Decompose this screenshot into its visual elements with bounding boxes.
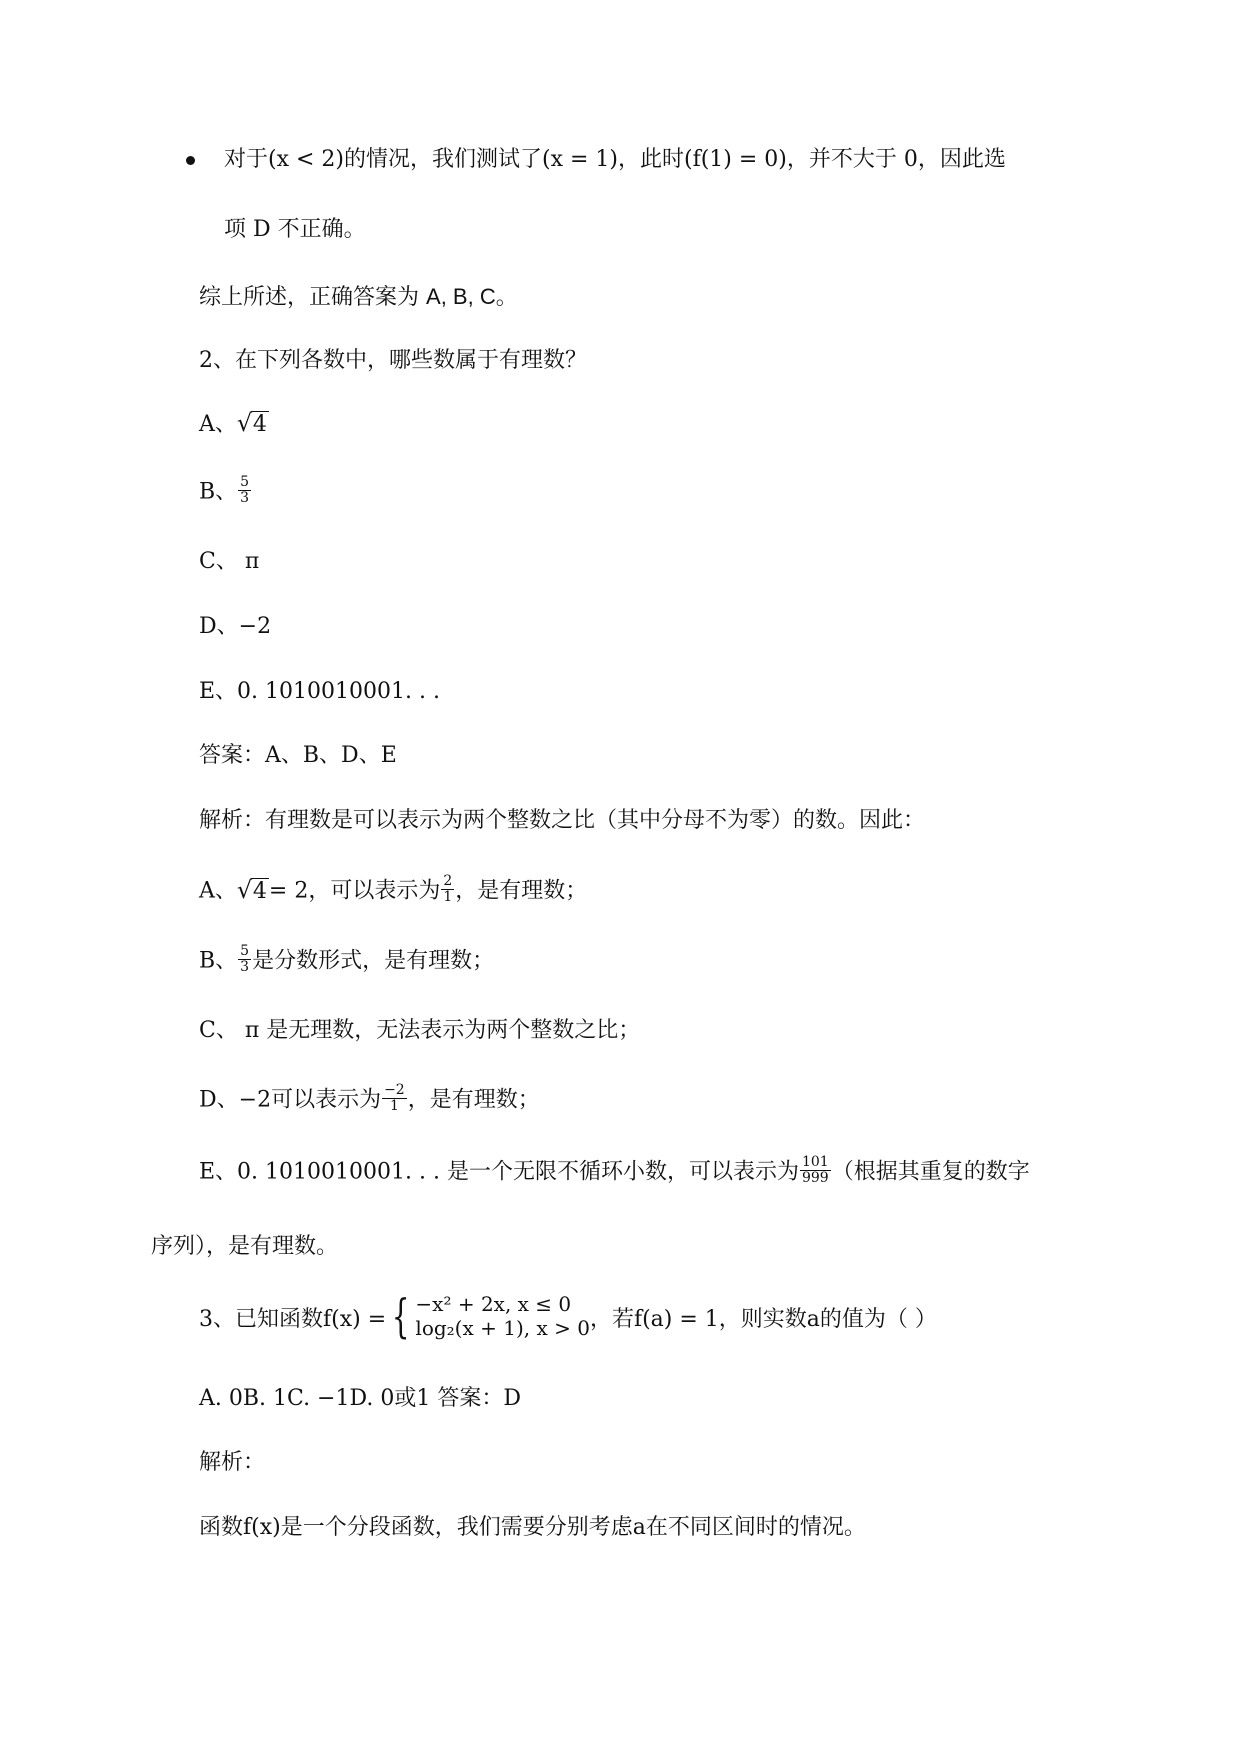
exp-e-start: E、0. 1010010001. . . 是一个无限不循环小数，可以表示为 <box>199 1159 799 1185</box>
frac-num: 2 <box>443 873 453 889</box>
summary-text: 综上所述，正确答案为 <box>199 285 420 310</box>
explanation-d <box>199 1082 540 1116</box>
explanation-c: C、 π 是无理数，无法表示为两个整数之比； <box>199 1018 641 1043</box>
piecewise-function <box>386 1289 590 1343</box>
brace-icon: { <box>391 1289 410 1343</box>
explanation-a <box>199 873 588 907</box>
summary-line <box>199 282 518 313</box>
exp-b-label: B、 <box>199 948 238 974</box>
fraction-5-3 <box>238 944 251 975</box>
sqrt-radicand: 4 <box>252 412 267 437</box>
frac-den: 999 <box>801 1170 829 1186</box>
line-d-analysis: 对于(x < 2)的情况，我们测试了(x = 1)，此时(f(1) = 0)，并不大于 0，因此选 <box>224 147 1006 172</box>
piecewise-case-2: log₂(x + 1), x > 0 <box>415 1316 590 1340</box>
exp-d-end: ，是有理数； <box>407 1087 540 1113</box>
bullet-icon <box>186 156 195 165</box>
question-2-title: 2、在下列各数中，哪些数属于有理数？ <box>199 348 587 373</box>
question-3-explanation: 函数f(x)是一个分段函数，我们需要分别考虑a在不同区间时的情况。 <box>199 1515 866 1540</box>
frac-den: 1 <box>443 889 453 905</box>
frac-den: 3 <box>240 959 250 975</box>
answer-line: 答案：A、B、D、E <box>199 743 397 768</box>
exp-a-label: A、 <box>199 878 237 904</box>
option-a <box>199 410 269 440</box>
fraction-5-3 <box>238 475 251 506</box>
line-d-conclusion: 项 D 不正确。 <box>224 217 366 242</box>
option-a-label: A、 <box>199 412 237 437</box>
option-b <box>199 474 252 508</box>
exp-b-end: 是分数形式，是有理数； <box>252 948 495 974</box>
option-b-label: B、 <box>199 479 238 505</box>
analysis-line: 解析：有理数是可以表示为两个整数之比（其中分母不为零）的数。因此： <box>199 808 926 833</box>
fraction-2-1 <box>441 874 454 905</box>
option-c: C、 π <box>199 549 260 574</box>
option-e: E、0. 1010010001. . . <box>199 679 440 704</box>
explanation-e <box>199 1154 1030 1188</box>
question-3-analysis: 解析： <box>199 1450 266 1475</box>
exp-d-start: D、−2可以表示为 <box>199 1087 382 1113</box>
piecewise-case-1: −x² + 2x, x ≤ 0 <box>415 1292 572 1316</box>
sqrt-expression: √ 4 <box>236 409 267 437</box>
explanation-b <box>199 943 495 977</box>
frac-num: 101 <box>801 1154 829 1170</box>
option-d: D、−2 <box>199 614 272 639</box>
sqrt-radicand: 4 <box>252 878 267 904</box>
summary-answer: A, B, C。 <box>426 284 518 309</box>
frac-den: 3 <box>240 490 250 506</box>
frac-den: 1 <box>389 1098 399 1114</box>
fraction-101-999 <box>800 1155 831 1186</box>
explanation-e-continued: 序列），是有理数。 <box>151 1234 339 1259</box>
sqrt-expression: √ 4 <box>236 875 267 904</box>
question-3-options: A. 0B. 1C. −1D. 0或1 答案：D <box>199 1386 521 1411</box>
exp-a-mid: = 2，可以表示为 <box>268 878 441 904</box>
fraction-neg2-1 <box>382 1083 407 1114</box>
frac-num: 5 <box>240 943 250 959</box>
question-3 <box>199 1289 937 1344</box>
frac-num: −2 <box>384 1082 405 1098</box>
q3-start: 3、已知函数f(x) = <box>199 1307 387 1332</box>
q3-end: ，若f(a) = 1，则实数a的值为（ ） <box>589 1307 937 1332</box>
frac-num: 5 <box>240 474 250 490</box>
exp-a-end: ，是有理数； <box>455 878 588 904</box>
exp-e-end: （根据其重复的数字 <box>831 1159 1030 1185</box>
